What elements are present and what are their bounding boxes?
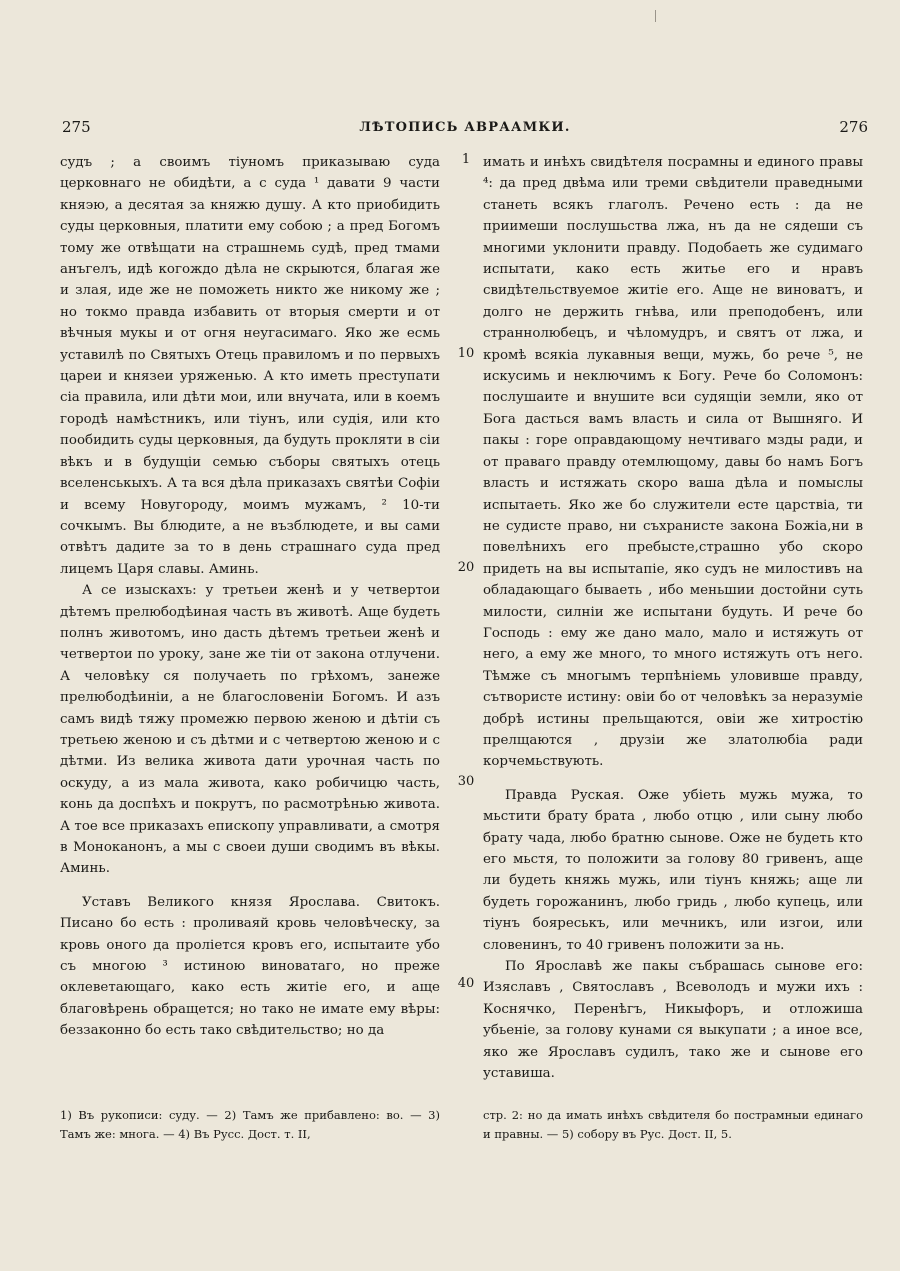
- footnotes-right: стр. 2: но да имать инѣхъ свѣдителя бо пострамныи единаго и правны. — 5) собору въ Рус. Дост. II, 5.: [483, 1108, 863, 1141]
- page-number-left: 275: [62, 118, 91, 136]
- line-number: 30: [457, 774, 475, 789]
- paragraph: А се изыскахъ: у третьеи женѣ и у четвертои дѣтемъ прелюбодѣиная часть въ животѣ. Аще будеть полнъ животомъ, ино дасть дѣтемъ третьеи женѣ и четвертои по уроку, зане же тіи от закона отлучени. А человѣку ся получаеть по грѣхомъ, занеже прелюбодѣиніи, а не благословеніи Богомъ. И азъ самъ видѣ тяжу промежю первою женою и дѣтіи съ третьею женою и съ дѣтми и с четвертою женою и с дѣтми. Из велика живота дати урочная часть по оскуду, а из мала живота, како робичицю часть, конь да доспѣхъ и покрутъ, по расмотрѣнью живота. А тое все приказахъ епископу управливати, а смотря в Моноканонъ, а мы с своеи души сводимъ въ вѣкы. Аминь.: [60, 583, 440, 877]
- right-text-column: [483, 152, 863, 1084]
- footnotes-left: 1) Въ рукописи: суду. — 2) Тамъ же прибавлено: во. — 3) Тамъ же: многа. — 4) Въ Русс. Дост. т. II,: [60, 1108, 440, 1141]
- paragraph: По Ярославѣ же пакы събрашась сынове его: Изяславъ , Святославъ , Всеволодъ и мужи ихъ : Коснячко, Перенѣгъ, Никыфоръ, и отложиша убьеніе, за голову кунами ся выкупати ; а иное все, яко же Ярославъ судилъ, тако же и сынове его уставиша.: [483, 959, 863, 1082]
- running-title: ЛѢТОПИСЬ АВРААМКИ.: [359, 120, 571, 135]
- line-number: 40: [457, 976, 475, 991]
- paragraph: судъ ; а своимъ тіуномъ приказываю суда церковнаго не обидѣти, а с суда ¹ давати 9 части княэю, а десятая за княжю душу. А кто приобидить суды церковныя, платити ему собою ; а пред Богомъ тому же отвѣщати на страшнемь судѣ, пред тмами анъгелъ, идѣ когождо дѣла не скрыются, благая же и злая, иде же не поможеть никто же никому же ; но токмо правда избавить от вторыя смерти и от вѣчныя мукы и от огня неугасимаго. Яко же есмь уставилѣ по Святыхъ Отець правиломъ и по первыхъ цареи и князеи уряженью. А кто иметь преступати сіа правила, или дѣти мои, или внучата, или в коемъ городѣ намѣстникъ, или тіунъ, или судія, или кто пообидить суды церковныя, да будуть прокляти в сіи вѣкъ и в будущіи семью съборы святыхъ отець вселенськыхъ. А та вся дѣла приказахъ святѣи Софіи и всему Новугороду, моимъ мужамъ, ² 10-ти сочкымъ. Вы блюдите, а не възблюдете, и вы сами отвѣтъ дадите за то в день страшнаго суда пред лицемъ Царя славы. Аминь.: [60, 155, 440, 577]
- running-header: [62, 118, 868, 138]
- paragraph: Уставъ Великого князя Ярослава. Свитокъ. Писано бо есть : проливаяй кровь человѣческу, за кровь оного да проліется кровъ его, испытаите убо съ многою ³ истиною виноватаго, но преже оклеветающаго, како есть житіе его, и аще благовѣрень обращется; но тако не имате ему вѣры: беззаконно бо есть тако свѣдительство; но да: [60, 894, 440, 1039]
- left-text-column: [60, 152, 440, 1042]
- line-number: 20: [457, 560, 475, 575]
- page-number-right: 276: [839, 118, 868, 136]
- line-number: 1: [461, 152, 471, 167]
- line-number: 10: [457, 346, 475, 361]
- paragraph: Правда Руская. Оже убіеть мужь мужа, то мьстити брату брата , любо отцю , или сыну любо брату чада, любо братню сынове. Оже не будеть кто его мьстя, то положити за голову 80 гривенъ, аще ли будеть княжь мужь, или тіунъ княжь; аще ли будеть горожанинъ, любо гридь , любо купець, или тіунъ бояреськъ, или мечникъ, или изгои, или словенинъ, то 40 гривенъ положити за нь.: [483, 787, 863, 953]
- scan-mark: [655, 10, 656, 22]
- paragraph: имать и инѣхъ свидѣтеля посрамны и единого правы ⁴: да пред двѣма или треми свѣдители праведными станеть всякъ глаголъ. Речено есть : да не приимеши послушьства лжа, нъ да не сядеши съ многими уклонити правду. Подобаеть же судимаго испытати, како есть житье его и нравъ свидѣтельствуемое житіе его. Аще не виноватъ, и долго не держить гнѣва, или преподобенъ, или страннолюбецъ, и чѣломудръ, и святъ от лжа, и кромѣ всякіа лукавныя вещи, мужь, бо рече ⁵, не искусимь и неключимъ к Богу. Рече бо Соломонъ: послушаите и внушите вси судящіи земли, яко от Бога дасться вамъ власть и сила от Вышняго. И пакы : горе оправдающому нечтиваго мзды ради, и от праваго правду отемлющому, давы бо намъ Богъ власть и истяжать скоро ваша дѣла и помыслы испытаеть. Яко же бо служители есте царствіа, ти не судисте право, ни съхранисте закона Божіа,ни в повелѣнихъ его пребысте,страшно убо скоро придеть на вы испытапіе, яко судъ не милостивъ на обладающаго бываеть , ибо меньшии достойни суть милости, силніи же испытани будуть. И рече бо Господь : ему же дано мало, мало и истяжуть от него, а ему же много, то много истяжуть отъ него. Тѣмже съ многымъ терпѣніемь уловивше правду, сътвористе истину: овіи бо от человѣкъ за неразуміе добрѣ истины прельщаются, овіи же хитростію прелщаются , друзіи же златолюбіа ради корчемьствують.: [483, 155, 863, 770]
